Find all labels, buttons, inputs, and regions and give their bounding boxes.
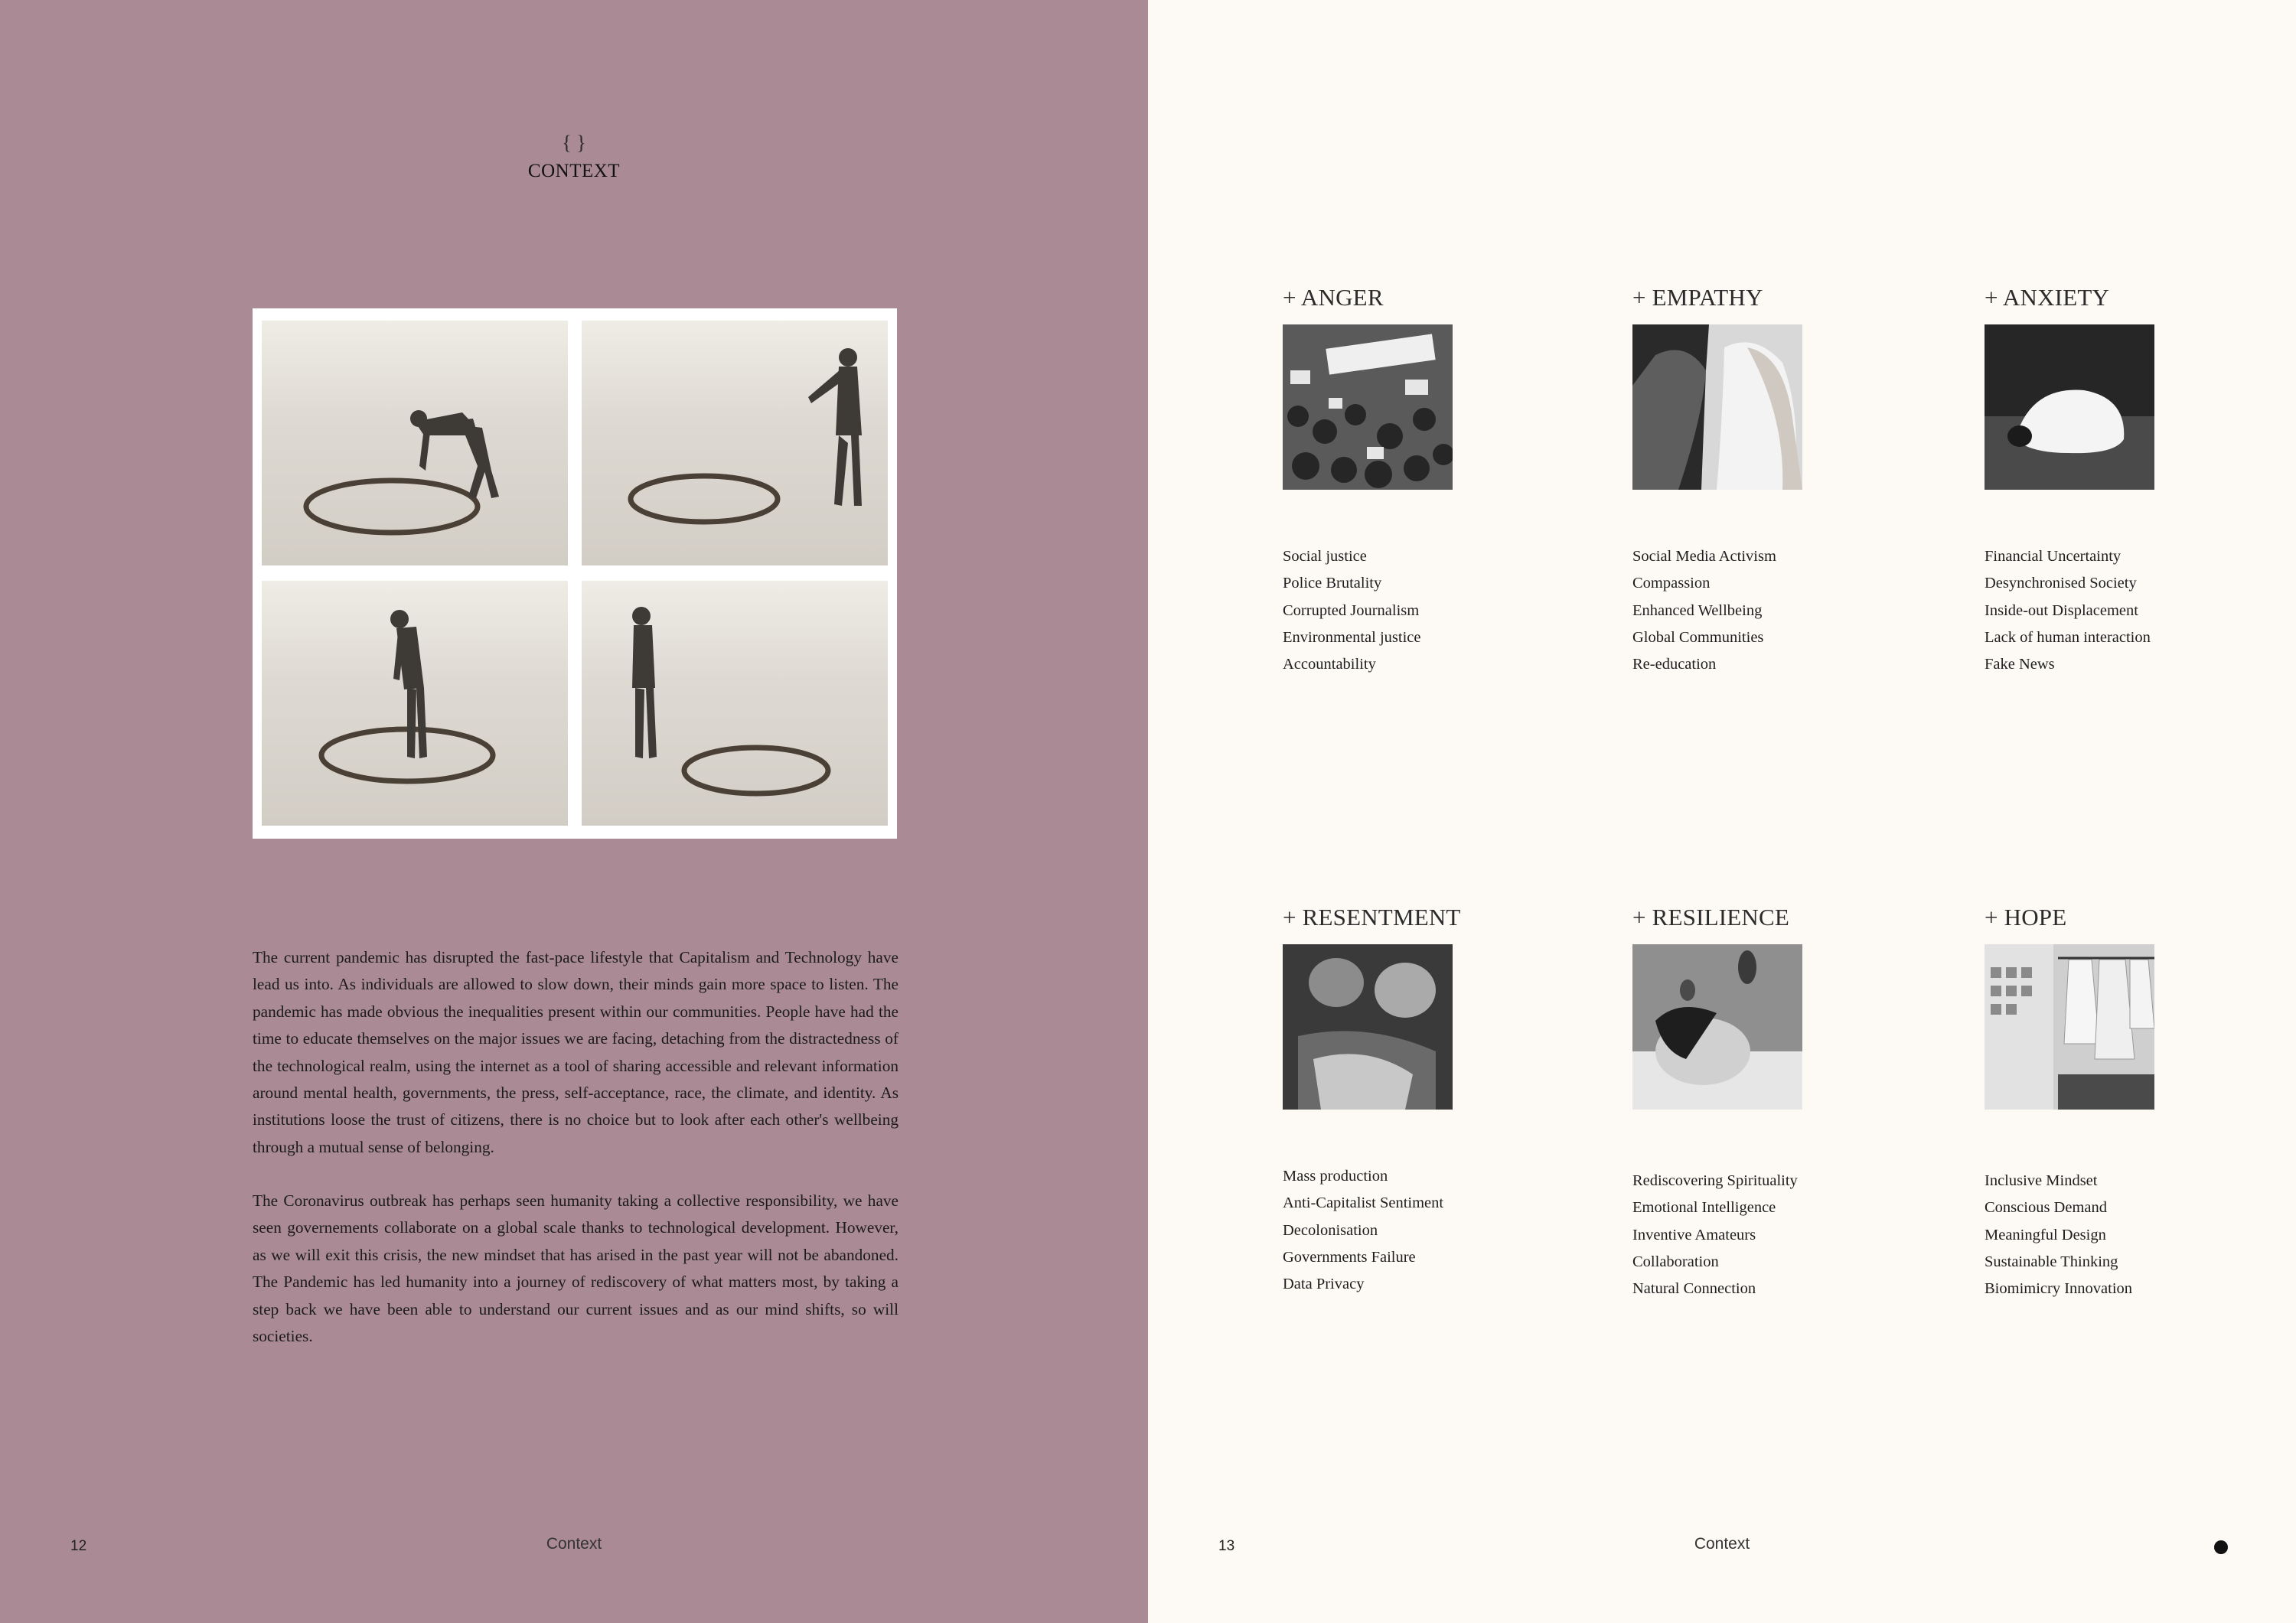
- list-item: Compassion: [1632, 575, 1711, 592]
- protest-crowd-image: [1283, 324, 1453, 490]
- list-item: Lack of human interaction: [1985, 628, 2151, 646]
- theme-anxiety: [1985, 285, 2260, 490]
- list-item: Natural Connection: [1632, 1280, 1756, 1298]
- essay-paragraph-1: The current pandemic has disrupted the fast-pace lifestyle that Capitalism and Technology have lead us into. As individuals are allowed to slow down, their minds gain more space to listen. The pandemic has made obvious the inequalities present within our communities. People have had the time to educate themselves on the major issues we are facing, detaching from the distractedness of the technological realm, using the internet as a tool of sharing accessible and relevant information around mental health, governments, the press, self-acceptance, race, the climate, and identity. As institutions loose the trust of citizens, there is no choice but to look after each other's wellbeing through a mutual sense of belonging.: [253, 948, 899, 1156]
- list-item: Biomimicry Innovation: [1985, 1280, 2133, 1298]
- theme-list-empathy: [1632, 543, 1776, 678]
- list-item: Rediscovering Spirituality: [1632, 1172, 1798, 1189]
- theme-list-hope: [1985, 1168, 2132, 1302]
- list-item: Police Brutality: [1283, 575, 1382, 592]
- garments-exhibition-image: [1985, 944, 2154, 1110]
- theme-title: + ANGER: [1283, 284, 1384, 311]
- list-item: Global Communities: [1632, 628, 1764, 646]
- theme-list-resilience: [1632, 1168, 1798, 1302]
- list-item: Mass production: [1283, 1168, 1388, 1185]
- list-item: Inclusive Mindset: [1985, 1172, 2098, 1189]
- theme-title: + RESILIENCE: [1632, 904, 1790, 930]
- running-footer-right: Context: [1694, 1535, 1750, 1553]
- photo-standing-outside: [582, 581, 888, 826]
- page-number-right: 13: [1218, 1538, 1235, 1554]
- right-page: [1148, 0, 2296, 1623]
- list-item: Desynchronised Society: [1985, 575, 2137, 592]
- theme-list-anxiety: [1985, 543, 2151, 678]
- photo-drawing-circle: [262, 321, 568, 565]
- list-item: Governments Failure: [1283, 1248, 1416, 1266]
- list-item: Decolonisation: [1283, 1221, 1378, 1239]
- figures-embrace-image: [1283, 944, 1453, 1110]
- list-item: Accountability: [1283, 656, 1376, 673]
- theme-list-resentment: [1283, 1163, 1443, 1298]
- list-item: Conscious Demand: [1985, 1199, 2107, 1217]
- list-item: Fake News: [1985, 656, 2055, 673]
- section-braces: { }: [562, 132, 586, 154]
- performance-photo-grid: [253, 308, 897, 839]
- theme-anger: [1283, 285, 1558, 490]
- face-on-table-image: [1632, 944, 1802, 1110]
- list-item: Inside-out Displacement: [1985, 601, 2138, 619]
- list-item: Re-education: [1632, 656, 1717, 673]
- list-item: Environmental justice: [1283, 628, 1421, 646]
- theme-resilience: [1632, 904, 1908, 1110]
- theme-title: + ANXIETY: [1985, 284, 2110, 311]
- theme-resentment: [1283, 904, 1558, 1110]
- theme-list-anger: [1283, 543, 1420, 678]
- curled-figure-image: [1985, 324, 2154, 490]
- list-item: Meaningful Design: [1985, 1226, 2106, 1243]
- theme-title: + EMPATHY: [1632, 284, 1763, 311]
- list-item: Data Privacy: [1283, 1276, 1365, 1293]
- list-item: Inventive Amateurs: [1632, 1226, 1756, 1243]
- list-item: Enhanced Wellbeing: [1632, 601, 1763, 619]
- list-item: Collaboration: [1632, 1253, 1719, 1270]
- two-women-portrait-image: [1632, 324, 1802, 490]
- essay-paragraph-2: The Coronavirus outbreak has perhaps seen humanity taking a collective responsibility, we have seen governements collaborate on a global scale thanks to technological development. However, as we will exit this crisis, the new mindset that has arised in the past year will not be abandoned. The Pandemic has led humanity into a journey of rediscovery of what matters most, by taking a step back we have been able to understand our current issues and as our mind shifts, so will societies.: [253, 1191, 899, 1346]
- theme-empathy: [1632, 285, 1908, 490]
- running-footer-left: Context: [546, 1535, 602, 1553]
- list-item: Social Media Activism: [1632, 548, 1776, 565]
- end-dot-icon: [2214, 1540, 2228, 1554]
- list-item: Emotional Intelligence: [1632, 1199, 1776, 1217]
- list-item: Anti-Capitalist Sentiment: [1283, 1194, 1444, 1212]
- page-number-left: 12: [70, 1538, 87, 1554]
- theme-title: + RESENTMENT: [1283, 904, 1461, 930]
- list-item: Social justice: [1283, 548, 1367, 565]
- theme-hope: [1985, 904, 2260, 1110]
- list-item: Corrupted Journalism: [1283, 601, 1420, 619]
- theme-title: + HOPE: [1985, 904, 2067, 930]
- photo-standing-inside: [262, 581, 568, 826]
- list-item: Financial Uncertainty: [1985, 548, 2122, 565]
- list-item: Sustainable Thinking: [1985, 1253, 2118, 1270]
- section-heading: CONTEXT: [527, 161, 621, 181]
- photo-pointing: [582, 321, 888, 565]
